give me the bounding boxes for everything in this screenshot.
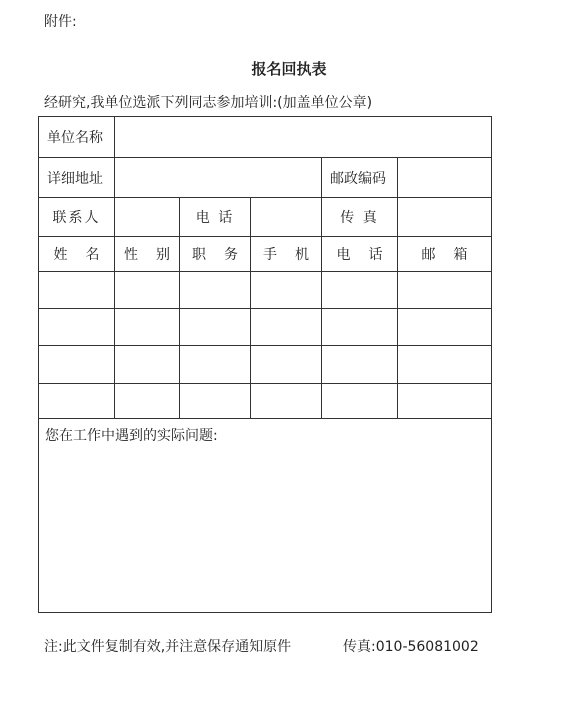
fax-label: 传 真 <box>322 198 398 237</box>
cell-gender[interactable] <box>115 309 180 346</box>
cell-phone[interactable] <box>322 384 398 419</box>
contact-label: 联系人 <box>39 198 115 237</box>
cell-email[interactable] <box>398 346 492 384</box>
fax-field[interactable] <box>398 198 492 237</box>
cell-name[interactable] <box>39 309 115 346</box>
unit-name-field[interactable] <box>115 117 492 158</box>
table-row <box>39 309 492 346</box>
col-header-phone: 电 话 <box>322 237 398 272</box>
problems-label: 您在工作中遇到的实际问题: <box>45 428 218 444</box>
cell-gender[interactable] <box>115 384 180 419</box>
postcode-label: 邮政编码 <box>322 158 398 198</box>
col-header-gender: 性 别 <box>115 237 180 272</box>
cell-phone[interactable] <box>322 309 398 346</box>
intro-text: 经研究,我单位选派下列同志参加培训:(加盖单位公章) <box>44 95 373 111</box>
row-column-headers <box>39 237 492 272</box>
registration-form-table <box>38 116 492 613</box>
cell-gender[interactable] <box>115 272 180 309</box>
cell-position[interactable] <box>180 272 251 309</box>
cell-name[interactable] <box>39 384 115 419</box>
cell-position[interactable] <box>180 384 251 419</box>
attachment-label: 附件: <box>44 14 77 30</box>
form-title: 报名回执表 <box>251 60 327 78</box>
row-problems <box>39 419 492 613</box>
cell-position[interactable] <box>180 346 251 384</box>
cell-mobile[interactable] <box>251 309 322 346</box>
cell-mobile[interactable] <box>251 384 322 419</box>
phone-label: 电 话 <box>180 198 251 237</box>
cell-email[interactable] <box>398 309 492 346</box>
phone-field[interactable] <box>251 198 322 237</box>
address-label: 详细地址 <box>39 158 115 198</box>
row-address <box>39 158 492 198</box>
cell-phone[interactable] <box>322 272 398 309</box>
cell-position[interactable] <box>180 309 251 346</box>
address-field[interactable] <box>115 158 322 198</box>
postcode-field[interactable] <box>398 158 492 198</box>
col-header-name: 姓 名 <box>39 237 115 272</box>
col-header-email: 邮 箱 <box>398 237 492 272</box>
problems-field[interactable] <box>39 419 492 613</box>
cell-name[interactable] <box>39 346 115 384</box>
row-contact <box>39 198 492 237</box>
contact-field[interactable] <box>115 198 180 237</box>
footer-fax: 传真:010-56081002 <box>343 639 479 655</box>
cell-phone[interactable] <box>322 346 398 384</box>
cell-mobile[interactable] <box>251 272 322 309</box>
cell-gender[interactable] <box>115 346 180 384</box>
footer-note: 注:此文件复制有效,并注意保存通知原件 <box>44 639 292 655</box>
col-header-mobile: 手 机 <box>251 237 322 272</box>
cell-name[interactable] <box>39 272 115 309</box>
col-header-position: 职 务 <box>180 237 251 272</box>
cell-email[interactable] <box>398 272 492 309</box>
table-row <box>39 384 492 419</box>
row-unit-name <box>39 117 492 158</box>
table-row <box>39 346 492 384</box>
unit-name-label: 单位名称 <box>39 117 115 158</box>
cell-email[interactable] <box>398 384 492 419</box>
cell-mobile[interactable] <box>251 346 322 384</box>
table-row <box>39 272 492 309</box>
